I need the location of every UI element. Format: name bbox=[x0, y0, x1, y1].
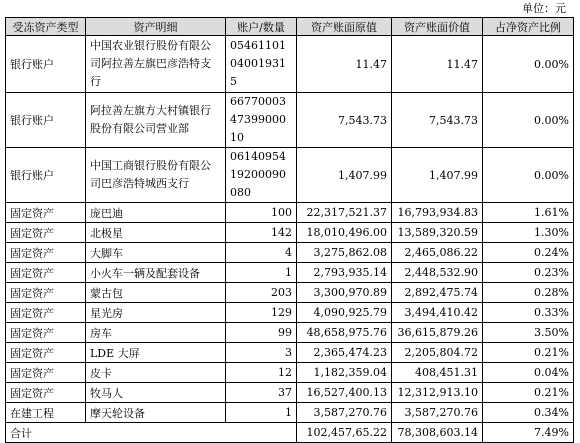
cell-type: 银行账户 bbox=[6, 36, 86, 93]
cell-book: 2,205,804.72 bbox=[392, 343, 483, 363]
cell-qty: 129 bbox=[226, 303, 297, 323]
header-net-asset-ratio: 占净资产比例 bbox=[483, 18, 574, 36]
cell-book: 11.47 bbox=[392, 36, 483, 93]
cell-original: 3,587,270.76 bbox=[297, 403, 392, 423]
cell-detail: LDE 大屏 bbox=[86, 343, 226, 363]
cell-book: 2,448,532.90 bbox=[392, 263, 483, 283]
cell-detail: 中国农业银行股份有限公司阿拉善左旗巴彦浩特支行 bbox=[86, 36, 226, 93]
cell-book: 16,793,934.83 bbox=[392, 203, 483, 223]
total-ratio: 7.49% bbox=[483, 423, 574, 443]
cell-detail: 北极星 bbox=[86, 223, 226, 243]
table-row bbox=[6, 263, 574, 283]
cell-original: 18,010,496.00 bbox=[297, 223, 392, 243]
cell-type: 固定资产 bbox=[6, 363, 86, 383]
cell-type: 固定资产 bbox=[6, 383, 86, 403]
cell-qty: 1 bbox=[226, 403, 297, 423]
cell-book: 1,407.99 bbox=[392, 148, 483, 203]
cell-original: 4,090,925.79 bbox=[297, 303, 392, 323]
cell-book: 3,587,270.76 bbox=[392, 403, 483, 423]
cell-ratio: 0.00% bbox=[483, 148, 574, 203]
table-row bbox=[6, 148, 574, 203]
table-row bbox=[6, 93, 574, 148]
cell-original: 1,407.99 bbox=[297, 148, 392, 203]
cell-detail: 皮卡 bbox=[86, 363, 226, 383]
cell-detail: 阿拉善左旗方大村镇银行股份有限公司营业部 bbox=[86, 93, 226, 148]
cell-type: 固定资产 bbox=[6, 303, 86, 323]
cell-book: 2,465,086.22 bbox=[392, 243, 483, 263]
cell-type: 固定资产 bbox=[6, 243, 86, 263]
table-row bbox=[6, 363, 574, 383]
total-book: 78,308,603.14 bbox=[392, 423, 483, 443]
cell-qty: 4 bbox=[226, 243, 297, 263]
cell-book: 408,451.31 bbox=[392, 363, 483, 383]
cell-ratio: 0.34% bbox=[483, 403, 574, 423]
table-row bbox=[6, 283, 574, 303]
frozen-assets-table bbox=[5, 17, 574, 443]
header-book-value: 资产账面价值 bbox=[392, 18, 483, 36]
total-row bbox=[6, 423, 574, 443]
table-row bbox=[6, 243, 574, 263]
cell-type: 固定资产 bbox=[6, 343, 86, 363]
header-original-value: 资产账面原值 bbox=[297, 18, 392, 36]
cell-detail: 摩天轮设备 bbox=[86, 403, 226, 423]
table-row bbox=[6, 36, 574, 93]
cell-type: 固定资产 bbox=[6, 223, 86, 243]
total-original: 102,457,65.22 bbox=[297, 423, 392, 443]
cell-detail: 牧马人 bbox=[86, 383, 226, 403]
cell-qty: 0614095419200090080 bbox=[226, 148, 297, 203]
cell-ratio: 0.21% bbox=[483, 343, 574, 363]
table-row bbox=[6, 343, 574, 363]
cell-ratio: 0.33% bbox=[483, 303, 574, 323]
cell-ratio: 3.50% bbox=[483, 323, 574, 343]
cell-book: 36,615,879.26 bbox=[392, 323, 483, 343]
cell-book: 12,312,913.10 bbox=[392, 383, 483, 403]
cell-ratio: 0.23% bbox=[483, 263, 574, 283]
cell-ratio: 0.04% bbox=[483, 363, 574, 383]
cell-ratio: 0.28% bbox=[483, 283, 574, 303]
cell-qty: 100 bbox=[226, 203, 297, 223]
cell-detail: 星光房 bbox=[86, 303, 226, 323]
cell-original: 3,300,970.89 bbox=[297, 283, 392, 303]
cell-original: 1,182,359.04 bbox=[297, 363, 392, 383]
cell-qty: 142 bbox=[226, 223, 297, 243]
cell-qty: 37 bbox=[226, 383, 297, 403]
table-row bbox=[6, 403, 574, 423]
cell-qty: 667700034739900010 bbox=[226, 93, 297, 148]
table-row bbox=[6, 383, 574, 403]
cell-detail: 庞巴迪 bbox=[86, 203, 226, 223]
cell-ratio: 0.24% bbox=[483, 243, 574, 263]
table-row bbox=[6, 303, 574, 323]
cell-type: 固定资产 bbox=[6, 323, 86, 343]
header-account-qty: 账户/数量 bbox=[226, 18, 297, 36]
table-header-row bbox=[6, 18, 574, 36]
cell-type: 固定资产 bbox=[6, 283, 86, 303]
header-asset-type: 受冻资产类型 bbox=[6, 18, 86, 36]
cell-detail: 房车 bbox=[86, 323, 226, 343]
cell-ratio: 0.00% bbox=[483, 93, 574, 148]
cell-qty: 1 bbox=[226, 263, 297, 283]
cell-type: 在建工程 bbox=[6, 403, 86, 423]
cell-ratio: 0.21% bbox=[483, 383, 574, 403]
cell-detail: 小火车一辆及配套设备 bbox=[86, 263, 226, 283]
cell-type: 银行账户 bbox=[6, 148, 86, 203]
cell-qty: 12 bbox=[226, 363, 297, 383]
cell-type: 固定资产 bbox=[6, 203, 86, 223]
cell-ratio: 1.61% bbox=[483, 203, 574, 223]
table-row bbox=[6, 223, 574, 243]
cell-original: 11.47 bbox=[297, 36, 392, 93]
cell-ratio: 0.00% bbox=[483, 36, 574, 93]
cell-book: 2,892,475.74 bbox=[392, 283, 483, 303]
total-label: 合计 bbox=[6, 423, 297, 443]
cell-qty: 203 bbox=[226, 283, 297, 303]
cell-qty: 99 bbox=[226, 323, 297, 343]
header-asset-detail: 资产明细 bbox=[86, 18, 226, 36]
unit-label: 单位：元 bbox=[522, 2, 566, 15]
table-row bbox=[6, 203, 574, 223]
table-row bbox=[6, 323, 574, 343]
cell-detail: 中国工商银行股份有限公司巴彦浩特城西支行 bbox=[86, 148, 226, 203]
cell-type: 银行账户 bbox=[6, 93, 86, 148]
cell-book: 13,589,320.59 bbox=[392, 223, 483, 243]
cell-original: 2,365,474.23 bbox=[297, 343, 392, 363]
cell-qty: 3 bbox=[226, 343, 297, 363]
cell-original: 48,658,975.76 bbox=[297, 323, 392, 343]
cell-original: 7,543.73 bbox=[297, 93, 392, 148]
cell-book: 3,494,410.42 bbox=[392, 303, 483, 323]
cell-original: 22,317,521.37 bbox=[297, 203, 392, 223]
cell-original: 2,793,935.14 bbox=[297, 263, 392, 283]
cell-detail: 大脚车 bbox=[86, 243, 226, 263]
cell-ratio: 1.30% bbox=[483, 223, 574, 243]
cell-type: 固定资产 bbox=[6, 263, 86, 283]
cell-book: 7,543.73 bbox=[392, 93, 483, 148]
cell-original: 3,275,862.08 bbox=[297, 243, 392, 263]
cell-qty: 05461101040019315 bbox=[226, 36, 297, 93]
cell-original: 16,527,400.13 bbox=[297, 383, 392, 403]
cell-detail: 蒙古包 bbox=[86, 283, 226, 303]
